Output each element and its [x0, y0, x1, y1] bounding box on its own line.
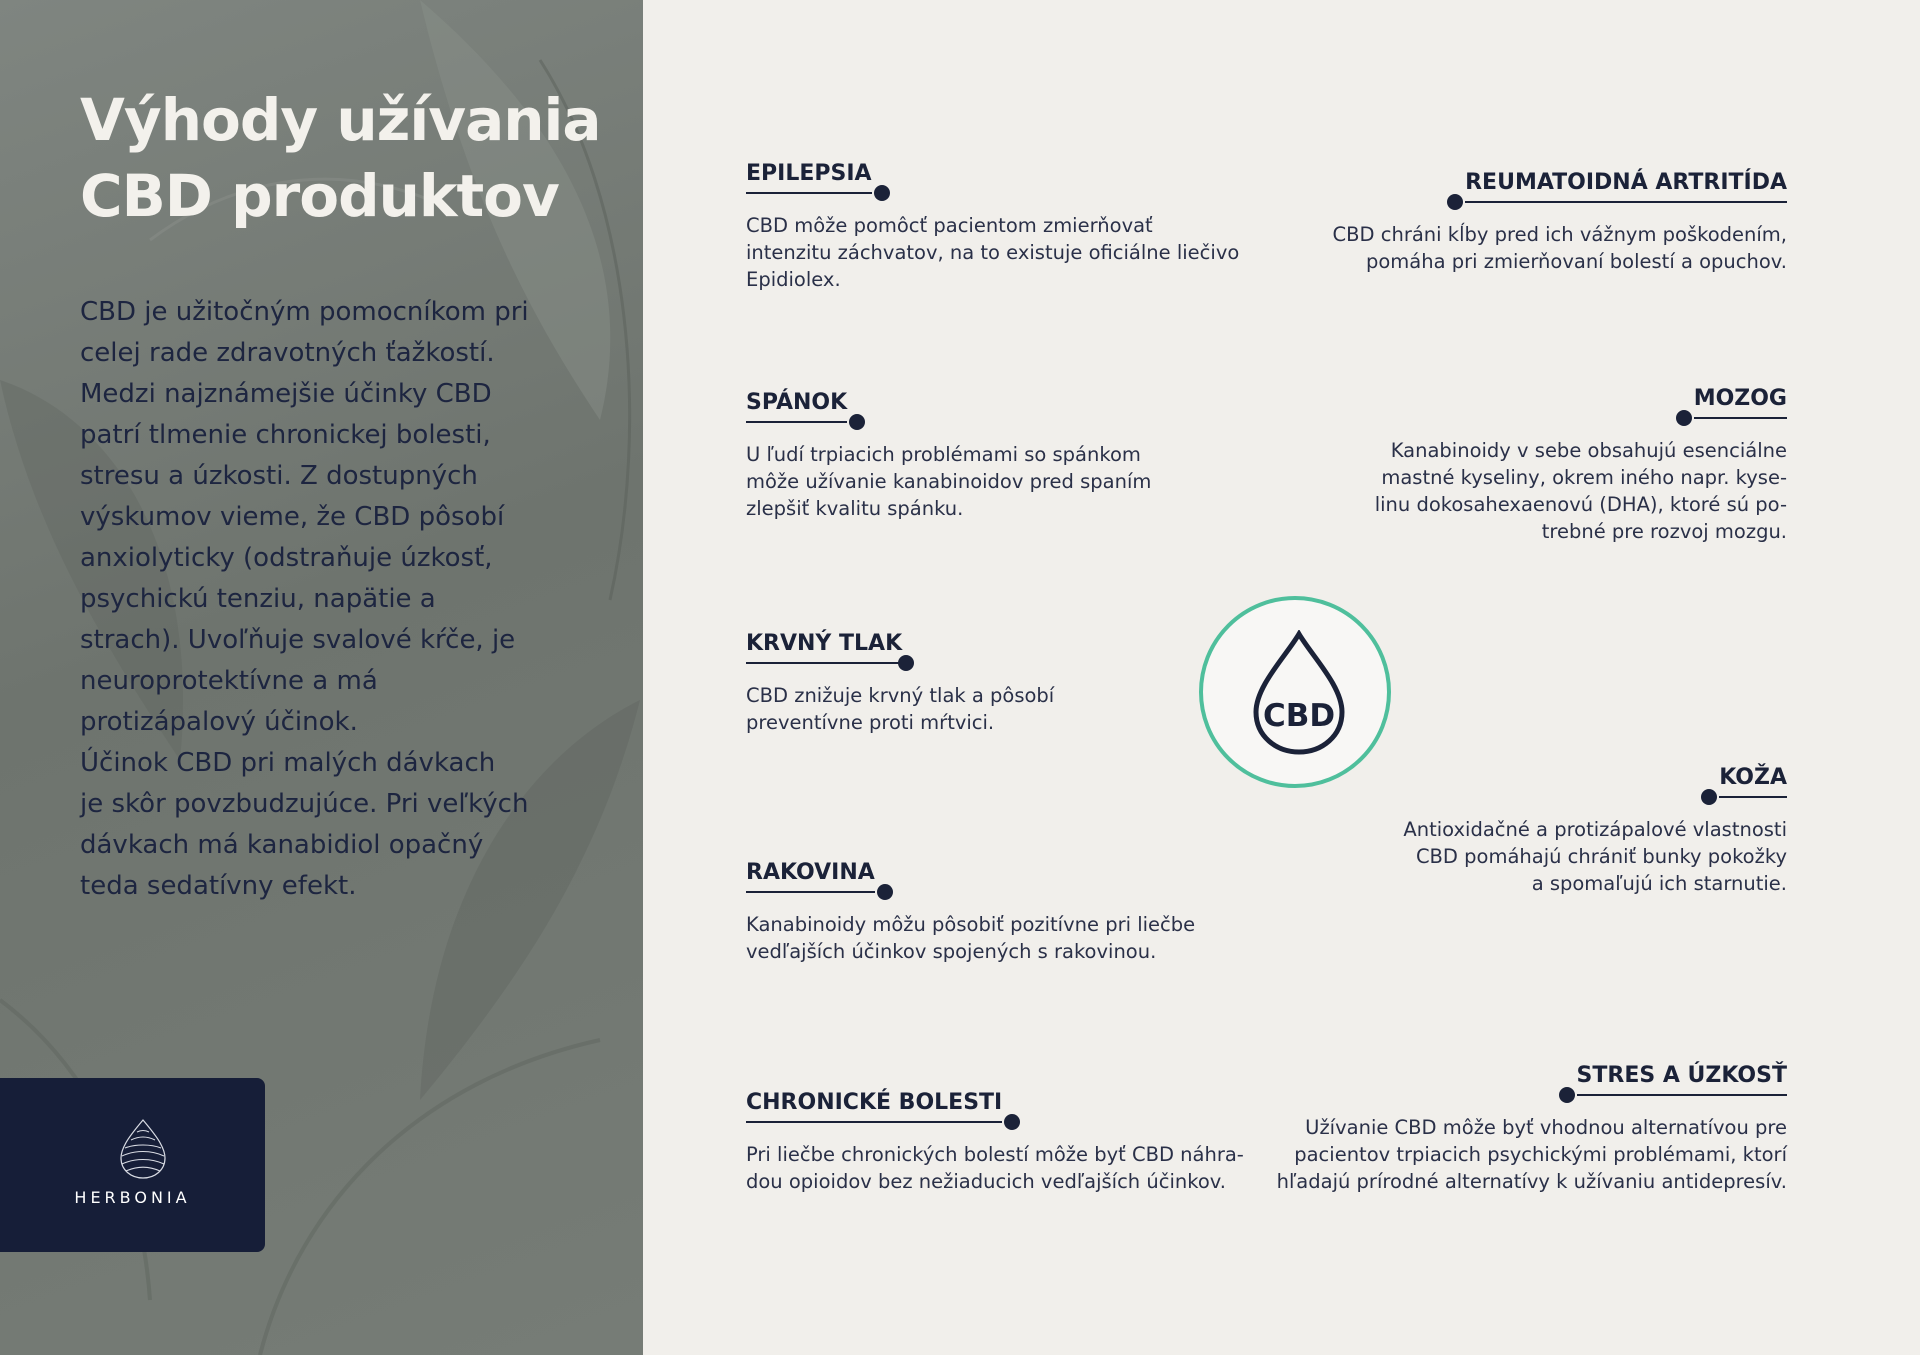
benefit-description: Užívanie CBD môže byť vhodnou alternatívou pre pacientov trpiacich psychickými problémami, ktorí hľadajú prírodné alternatívy k užívaniu antidepresív.: [1276, 1116, 1787, 1193]
page-title: Výhody užívania CBD produktov: [80, 86, 601, 230]
title-underline: [746, 891, 875, 893]
title-underline: [746, 192, 872, 194]
title-underline: [746, 662, 902, 664]
benefit-epilepsia: [746, 160, 1239, 293]
benefit-rakovina: [746, 859, 1195, 965]
benefit-krvny-tlak: [746, 630, 1054, 736]
benefit-title: [1577, 1062, 1787, 1096]
title-dot: [1559, 1087, 1575, 1103]
title-underline: [1719, 796, 1787, 798]
title-underline: [1694, 417, 1787, 419]
benefit-description: CBD môže pomôcť pacientom zmierňovať intenzitu záchvatov, na to existuje oficiálne liečivo Epidiolex.: [746, 214, 1240, 291]
title-dot: [898, 655, 914, 671]
title-dot: [1676, 410, 1692, 426]
benefit-title: [746, 160, 872, 194]
oil-drop-icon: [1250, 630, 1348, 756]
title-underline: [746, 1121, 1002, 1123]
benefit-title: [1694, 385, 1787, 419]
benefit-title: [746, 389, 847, 423]
benefit-description: Kanabinoidy v sebe obsahujú esenciálne mastné kyseliny, okrem iného napr. kyse- linu dokosahexaenovú (DHA), ktoré sú po- trebné pre rozvoj mozgu.: [1374, 439, 1787, 543]
benefit-title-text: CHRONICKÉ BOLESTI: [746, 1090, 1003, 1115]
benefit-title-text: EPILEPSIA: [746, 161, 872, 186]
benefit-title-text: RAKOVINA: [746, 860, 875, 885]
benefit-title: [746, 1089, 1002, 1123]
benefit-reumatoidna-artritida: [1333, 169, 1787, 275]
benefit-description: Kanabinoidy môžu pôsobiť pozitívne pri liečbe vedľajších účinkov spojených s rakovinou.: [746, 913, 1196, 963]
benefit-description: CBD znižuje krvný tlak a pôsobí preventívne proti mŕtvici.: [746, 684, 1055, 734]
title-dot: [877, 884, 893, 900]
benefit-stres-a-uzkost: [1277, 1062, 1787, 1195]
benefit-description: Antioxidačné a protizápalové vlastnosti CBD pomáhajú chrániť bunky pokožky a spomaľujú ich starnutie.: [1403, 818, 1787, 895]
benefit-title-text: MOZOG: [1693, 386, 1787, 411]
benefit-mozog: [1375, 385, 1787, 545]
benefit-description: Pri liečbe chronických bolestí môže byť CBD náhra- dou opioidov bez nežiaducich vedľajších účinkov.: [746, 1143, 1244, 1193]
benefit-title-text: SPÁNOK: [746, 390, 848, 415]
title-underline: [746, 421, 847, 423]
benefit-title-text: KRVNÝ TLAK: [746, 631, 903, 656]
benefit-title: [1719, 764, 1787, 798]
title-dot: [1447, 194, 1463, 210]
pine-cone-logo-icon: [117, 1118, 169, 1180]
title-dot: [874, 185, 890, 201]
title-underline: [1577, 1094, 1787, 1096]
benefit-spanok: [746, 389, 1151, 522]
brand-box: [0, 1078, 265, 1252]
title-underline: [1465, 201, 1787, 203]
intro-paragraph: CBD je užitočným pomocníkom pri celej rade zdravotných ťažkostí. Medzi najznámejšie účinky CBD patrí tlmenie chronickej bolesti, stresu a úzkosti. Z dostupných výskumov vieme, že CBD pôsobí anxiolyticky (odstraňuje úzkosť, psychickú tenziu, napätie a strach). Uvoľňuje svalové kŕče, je neuroprotektívne a má protizápalový účinok. Účinok CBD pri malých dávkach je skôr povzbudzujúce. Pri veľkých dávkach má kanabidiol opačný teda sedatívny efekt.: [80, 297, 529, 901]
benefit-chronicke-bolesti: [746, 1089, 1244, 1195]
title-dot: [849, 414, 865, 430]
benefit-title-text: STRES A ÚZKOSŤ: [1576, 1063, 1787, 1088]
title-dot: [1701, 789, 1717, 805]
benefit-description: CBD chráni kĺby pred ich vážnym poškodením, pomáha pri zmierňovaní bolestí a opuchov.: [1332, 223, 1787, 273]
benefit-description: U ľudí trpiacich problémami so spánkom môže užívanie kanabinoidov pred spaním zlepšiť kvalitu spánku.: [746, 443, 1152, 520]
benefit-title: [1465, 169, 1787, 203]
benefit-koza: [1403, 764, 1787, 897]
cbd-badge-text: CBD: [1262, 698, 1336, 734]
cbd-badge: [1199, 596, 1391, 788]
benefit-title-text: KOŽA: [1719, 765, 1787, 790]
benefit-title: [746, 630, 902, 664]
title-dot: [1004, 1114, 1020, 1130]
benefit-title: [746, 859, 875, 893]
benefit-title-text: REUMATOIDNÁ ARTRITÍDA: [1465, 170, 1787, 195]
brand-name: HERBONIA: [74, 1188, 191, 1207]
